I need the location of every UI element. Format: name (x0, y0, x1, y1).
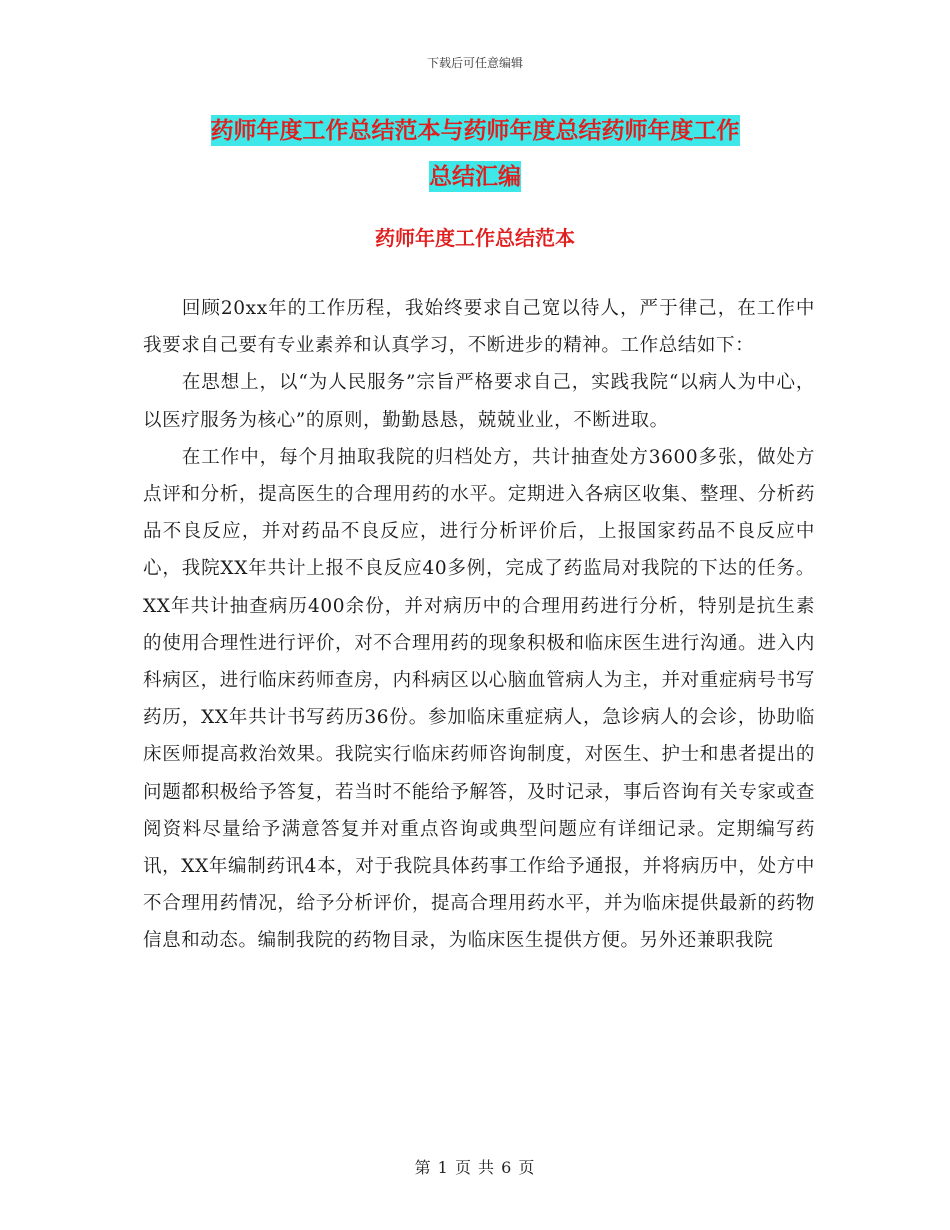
page-footer: 第 1 页 共 6 页 (414, 1158, 536, 1177)
body-text (143, 290, 815, 960)
document-title-line-2: 总结汇编 (429, 163, 521, 190)
paragraph-work: 在工作中，每个月抽取我院的归档处方，共计抽查处方3600多张，做处方点评和分析，提高医生的合理用药的水平。定期进入各病区收集、整理、分析药品不良反应，并对药品不良反应，进行分析评价后，上报国家药品不良反应中心，我院XX年共计上报不良反应40多例，完成了药监局对我院的下达的任务。XX年共计抽查病历400余份，并对病历中的合理用药进行分析，特别是抗生素的使用合理性进行评价，对不合理用药的现象积极和临床医生进行沟通。进入内科病区，进行临床药师查房，内科病区以心脑血管病人为主，并对重症病号书写药历，XX年共计书写药历36份。参加临床重症病人，急诊病人的会诊，协助临床医师提高救治效果。我院实行临床药师咨询制度，对医生、护士和患者提出的问题都积极给予答复，若当时不能给予解答，及时记录，事后咨询有关专家或查阅资料尽量给予满意答复并对重点咨询或典型问题应有详细记录。定期编写药讯，XX年编制药讯4本，对于我院具体药事工作给予通报，并将病历中，处方中不合理用药情况，给予分析评价，提高合理用药水平，并为临床提供最新的药物信息和动态。编制我院的药物目录，为临床医生提供方便。另外还兼职我院 (143, 446, 815, 952)
document-title (0, 108, 950, 200)
header-note: 下载后可任意编辑 (426, 56, 523, 70)
document-title-line-1: 药师年度工作总结范本与药师年度总结药师年度工作 (210, 117, 740, 144)
section-title: 药师年度工作总结范本 (375, 226, 575, 250)
paragraph-ideology: 在思想上，以“为人民服务”宗旨严格要求自己，实践我院“以病人为中心，以医疗服务为核心”的原则，勤勤恳恳，兢兢业业，不断进取。 (143, 372, 815, 431)
paragraph-intro: 回顾20xx年的工作历程，我始终要求自己宽以待人，严于律己，在工作中我要求自己要有专业素养和认真学习，不断进步的精神。工作总结如下： (143, 298, 815, 357)
